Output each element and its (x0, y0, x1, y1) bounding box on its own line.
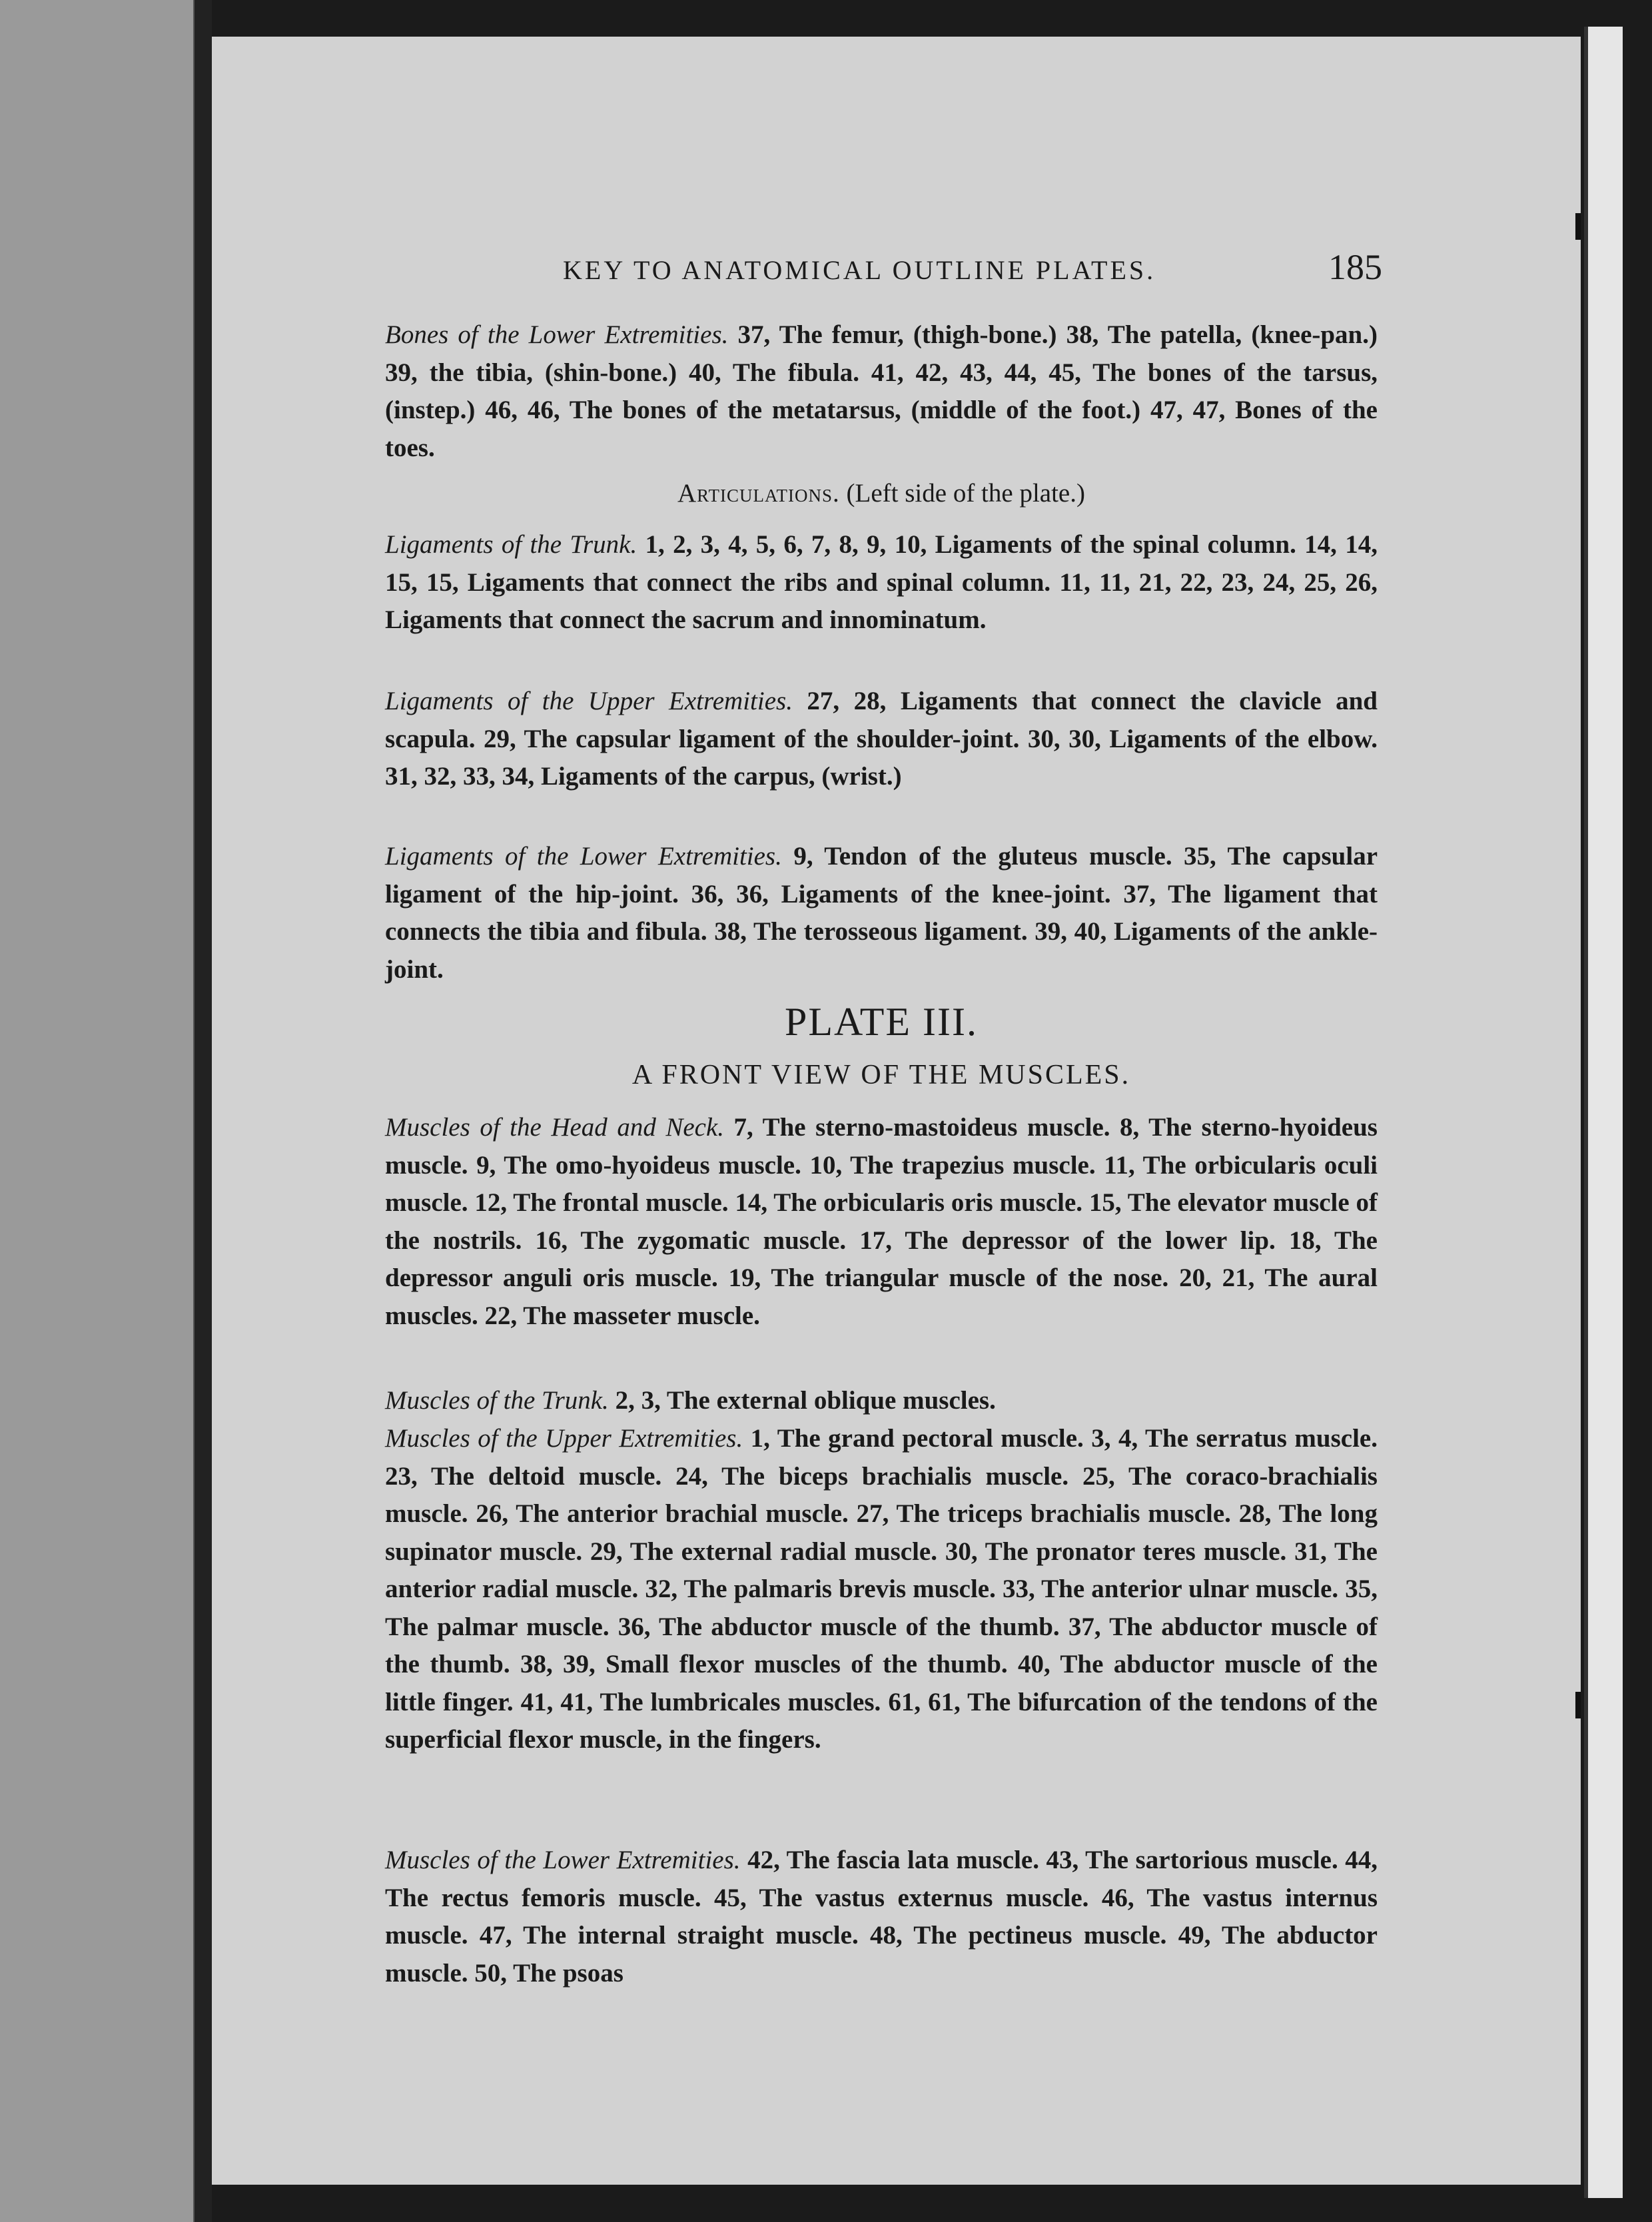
paragraph-text: 7, The sterno-mastoideus muscle. 8, The sterno-hyoideus muscle. 9, The omo-hyoideus muscle. 10, The trapezius muscle. 11, The orbicularis oculi muscle. 12, The frontal muscle. 14, The orbicularis oris muscle. 15, The elevator muscle of the nostrils. 16, The zygomatic muscle. 17, The depressor of the lower lip. 18, The depressor anguli oris muscle. 19, The triangular muscle of the nose. 20, 21, The aural muscles. 22, The masseter muscle. (385, 1113, 1378, 1330)
plate-subtitle: A FRONT VIEW OF THE MUSCLES. (631, 1060, 1131, 1090)
section-lead: Muscles of the Upper Extremities. (385, 1424, 743, 1453)
section-lead: Ligaments of the Upper Extremities. (385, 687, 793, 715)
facing-page-edge (0, 0, 196, 2222)
paragraph-text: 37, The femur, (thigh-bone.) 38, The patella, (knee-pan.) 39, the tibia, (shin-bone.) 40, The fibula. 41, 42, 43, 44, 45, The bones of the tarsus, (instep.) 46, 46, The bones of the metatarsus, (middle of the foot.) 47, 47, Bones of the toes. (385, 320, 1378, 462)
paragraph-text: 1, The grand pectoral muscle. 3, 4, The serratus muscle. 23, The deltoid muscle. 24, The biceps brachialis muscle. 25, The coraco-brachialis muscle. 26, The anterior brachial muscle. 27, The triceps brachialis muscle. 28, The long supinator muscle. 29, The external radial muscle. 30, The pronator teres muscle. 31, The anterior radial muscle. 32, The palmaris brevis muscle. 33, The anterior ulnar muscle. 35, The palmar muscle. 36, The abductor muscle of the thumb. 37, The abductor muscle of the thumb. 38, 39, Small flexor muscles of the thumb. 40, The abductor muscle of the little finger. 41, 41, The lumbricales muscles. 61, 61, The bifurcation of the tendons of the superficial flexor muscle, in the fingers. (385, 1424, 1378, 1754)
paragraph-ligaments-trunk (385, 526, 1378, 639)
page-header (563, 246, 1382, 286)
scan-mark (1575, 213, 1581, 240)
paragraph-muscles-head (385, 1109, 1378, 1335)
paragraph-text: 27, 28, Ligaments that connect the clavicle and scapula. 29, The capsular ligament of the shoulder-joint. 30, 30, Ligaments of the elbow. 31, 32, 33, 34, Ligaments of the carpus, (wrist.) (385, 687, 1378, 791)
articulations-heading (385, 478, 1378, 508)
section-lead: Muscles of the Head and Neck. (385, 1113, 725, 1142)
section-lead: Ligaments of the Lower Extremities. (385, 842, 782, 871)
scan-mark (1575, 1692, 1581, 1718)
running-title: KEY TO ANATOMICAL OUTLINE PLATES. (563, 255, 1156, 285)
section-lead: Bones of the Lower Extremities. (385, 320, 729, 349)
paragraph-text: 1, 2, 3, 4, 5, 6, 7, 8, 9, 10, Ligaments of the spinal column. 14, 14, 15, 15, Ligaments that connect the ribs and spinal column. 11, 11, 21, 22, 23, 24, 25, 26, Ligaments that connect the sacrum and innominatum. (385, 530, 1378, 634)
paragraph-bones-lower (385, 316, 1378, 467)
section-lead: Muscles of the Trunk. (385, 1386, 609, 1415)
paragraph-text: 9, Tendon of the gluteus muscle. 35, The capsular ligament of the hip-joint. 36, 36, Ligaments of the knee-joint. 37, The ligament that connects the tibia and fibula. 38, The terosseous ligament. 39, 40, Ligaments of the ankle-joint. (385, 842, 1378, 984)
paragraph-text: 42, The fascia lata muscle. 43, The sartorious muscle. 44, The rectus femoris muscle. 45, The vastus externus muscle. 46, The vastus internus muscle. 47, The internal straight muscle. 48, The pectineus muscle. 49, The abductor muscle. 50, The psoas (385, 1846, 1378, 1988)
paragraph-text: 2, 3, The external oblique muscles. (608, 1386, 996, 1415)
page-number: 185 (1328, 247, 1382, 287)
section-lead: Ligaments of the Trunk. (385, 530, 637, 559)
paragraph-ligaments-lower (385, 838, 1378, 988)
plate-title: PLATE III. (785, 1000, 978, 1044)
articulations-label: Articulations. (677, 479, 840, 508)
paragraph-muscles-trunk (385, 1382, 1378, 1420)
book-gutter (195, 0, 212, 2222)
paragraph-muscles-upper (385, 1420, 1378, 1759)
paragraph-muscles-lower (385, 1842, 1378, 1992)
page-edge (1584, 27, 1623, 2198)
paragraph-ligaments-upper (385, 683, 1378, 796)
articulations-note: (Left side of the plate.) (839, 479, 1085, 508)
section-lead: Muscles of the Lower Extremities. (385, 1846, 741, 1874)
